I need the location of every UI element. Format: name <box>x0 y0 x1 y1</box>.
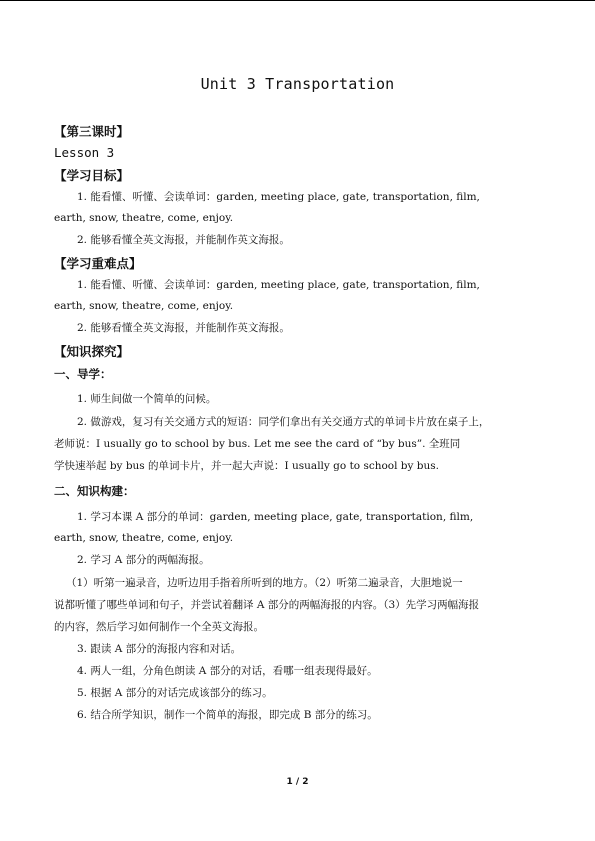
build-item-1-line-2: earth, snow, theatre, come, enjoy. <box>54 532 234 544</box>
lesson-label: Lesson 3 <box>54 145 115 160</box>
key-points-item-1-line-1: 1. 能看懂、听懂、会读单词：garden, meeting place, gate, transportation, film, <box>77 279 480 291</box>
build-item-2-detail-line-3: 的内容，然后学习如何制作一个全英文海报。 <box>54 621 264 633</box>
goals-item-2: 2. 能够看懂全英文海报，并能制作英文海报。 <box>77 234 290 246</box>
top-border-line <box>0 0 595 1</box>
goals-heading: 【学习目标】 <box>54 168 130 183</box>
document-title: Unit 3 Transportation <box>200 75 395 93</box>
build-item-5: 5. 根据 A 部分的对话完成该部分的练习。 <box>77 687 273 699</box>
guide-item-2-line-3: 学快速举起 by bus 的单词卡片，并一起大声说：I usually go to school by bus. <box>54 460 440 472</box>
build-item-3: 3. 跟读 A 部分的海报内容和对话。 <box>77 643 242 655</box>
goals-item-1-line-1: 1. 能看懂、听懂、会读单词：garden, meeting place, gate, transportation, film, <box>77 191 480 203</box>
goals-item-1-line-2: earth, snow, theatre, come, enjoy. <box>54 212 234 224</box>
page-number: 1 / 2 <box>286 777 309 787</box>
key-points-item-1-line-2: earth, snow, theatre, come, enjoy. <box>54 300 234 312</box>
build-item-2-detail-line-1: （1）听第一遍录音，边听边用手指着所听到的地方。（2）听第二遍录音，大胆地说一 <box>66 577 463 589</box>
build-item-2-detail-line-2: 说都听懂了哪些单词和句子，并尝试着翻译 A 部分的两幅海报的内容。（3）先学习两幅海报 <box>54 599 480 611</box>
key-points-item-2: 2. 能够看懂全英文海报，并能制作英文海报。 <box>77 322 290 334</box>
explore-heading: 【知识探究】 <box>54 344 130 359</box>
guide-heading: 一、导学： <box>54 367 112 381</box>
guide-item-1: 1. 师生间做一个简单的问候。 <box>77 393 217 405</box>
build-item-2: 2. 学习 A 部分的两幅海报。 <box>77 554 210 566</box>
guide-item-2-line-1: 2. 做游戏，复习有关交通方式的短语：同学们拿出有关交通方式的单词卡片放在桌子上， <box>77 416 490 428</box>
build-item-1-line-1: 1. 学习本课 A 部分的单词：garden, meeting place, gate, transportation, film, <box>77 511 474 523</box>
build-heading: 二、知识构建： <box>54 484 135 498</box>
key-points-heading: 【学习重难点】 <box>54 256 142 271</box>
build-item-4: 4. 两人一组，分角色朗读 A 部分的对话，看哪一组表现得最好。 <box>77 665 378 677</box>
build-item-6: 6. 结合所学知识，制作一个简单的海报，即完成 B 部分的练习。 <box>77 709 378 721</box>
period-heading: 【第三课时】 <box>54 124 130 139</box>
guide-item-2-line-2: 老师说：I usually go to school by bus. Let me see the card of “by bus”. 全班同 <box>54 438 461 450</box>
